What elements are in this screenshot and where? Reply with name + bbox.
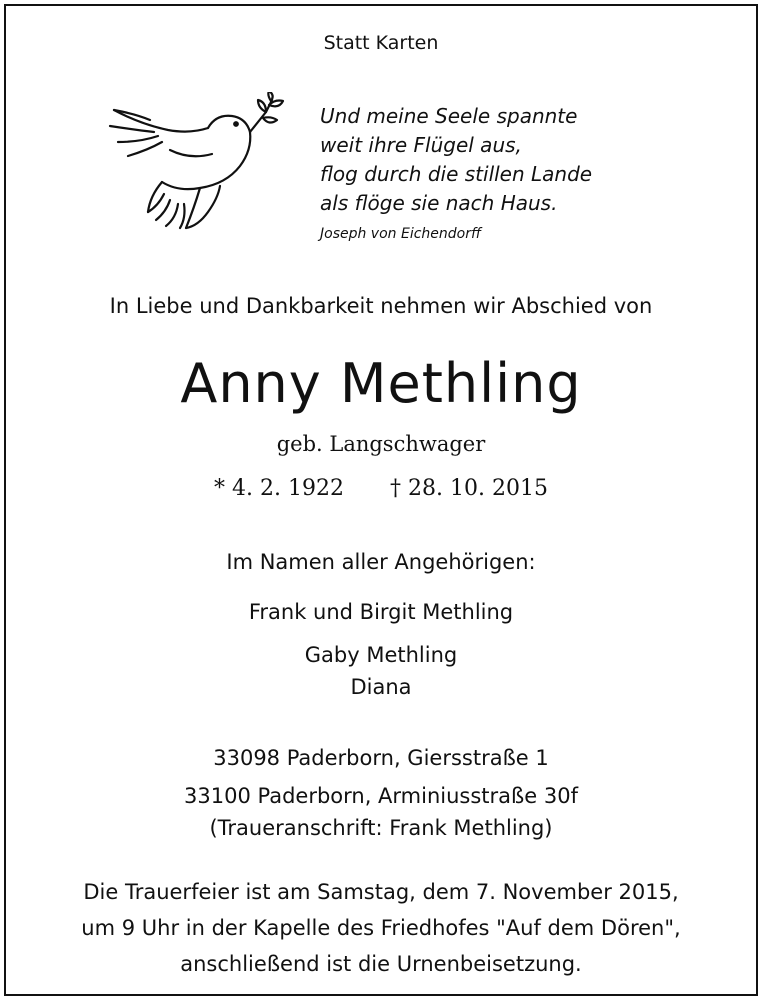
relative-name: Diana [350,675,412,699]
life-dates [0,476,762,501]
poem [320,102,592,244]
maiden-name: geb. Langschwager [276,432,486,456]
poem-line: Und meine Seele spannte [320,104,578,128]
relatives-intro: Im Namen aller Angehörigen: [226,550,536,574]
intro-text: In Liebe und Dankbarkeit nehmen wir Abschied von [109,294,653,318]
death-date: † 28. 10. 2015 [390,476,548,501]
poem-line: weit ihre Flügel aus, [320,133,522,157]
funeral-line: Die Trauerfeier ist am Samstag, dem 7. November 2015, [83,880,679,904]
birth-date: * 4. 2. 1922 [214,476,344,501]
address-line: (Traueranschrift: Frank Methling) [209,816,553,840]
funeral-line: anschließend ist die Urnenbeisetzung. [180,952,582,976]
header-text: Statt Karten [323,32,439,54]
address-line: 33098 Paderborn, Giersstraße 1 [213,746,549,770]
dove-icon [100,92,290,240]
poem-line: als flöge sie nach Haus. [320,191,558,215]
poem-line: flog durch die stillen Lande [320,162,593,186]
relative-name: Gaby Methling [304,643,458,667]
address-line: 33100 Paderborn, Arminiusstraße 30f [184,784,578,808]
relative-name: Frank und Birgit Methling [248,600,514,624]
poem-author: Joseph von Eichendorff [320,226,482,242]
deceased-name: Anny Methling [180,352,582,415]
funeral-line: um 9 Uhr in der Kapelle des Friedhofes "Auf dem Dören", [81,916,681,940]
